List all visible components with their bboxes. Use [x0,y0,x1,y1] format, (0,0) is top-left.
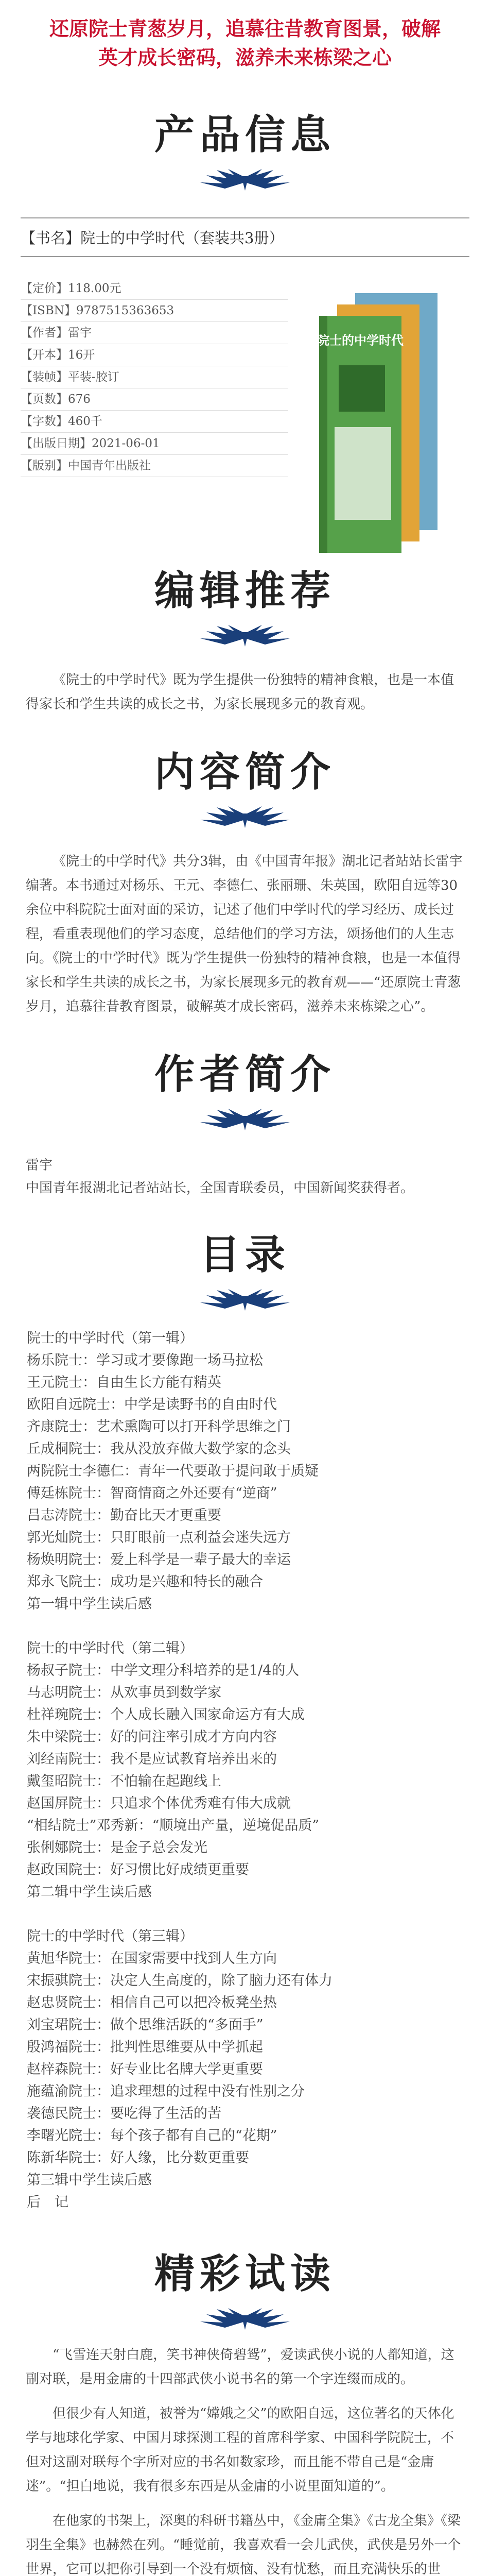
toc-entry: 马志明院士：从欢事员到数学家 [27,1685,221,1701]
section-heading-author [0,1050,490,1133]
toc-entry: 两院院士李德仁：青年一代要敢于提问敢于质疑 [27,1463,319,1479]
toc-entry: 赵国屏院士：只追求个体优秀难有伟大成就 [27,1795,291,1811]
toc-volume-title: 院士的中学时代（第三辑） [27,1928,194,1944]
toc-entry: 刘宝珺院士：做个思维活跃的“多面手” [27,2017,264,2033]
toc-entry: 齐康院士：艺术熏陶可以打开科学思维之门 [27,1419,291,1435]
toc-entry: 郑永飞院士：成功是兴趣和特长的融合 [27,1574,263,1590]
toc-entry: 郭光灿院士：只盯眼前一点利益会迷失远方 [27,1530,291,1546]
toc-entry: 袭德民院士：要吃得了生活的苦 [27,2106,221,2122]
toc-entry: 陈新华院士：好人缘，比分数更重要 [27,2150,249,2166]
book-title-bar: 【书名】院士的中学时代（套装共3册） [21,217,469,257]
summary-text: 《院士的中学时代》共分3辑，由《中国青年报》湖北记者站站长雷宇编著。本书通过对杨乐、王元、李德仁、张丽珊、朱英国，欧阳自远等30余位中科院院士面对面的采访，记述了他们中学时代的学习经历、成长过程，看重表现他们的学习态度，总结他们的学习方法，颂扬他们的人生志向。《院士的中学时代》既为学生提供一份独特的精神食粮，也是一本值得家长和学生共读的成长之书，为家长展现多元的教育观——“还原院士青葱岁月，追慕往昔教育图景，破解英才成长密码，滋养未来栋梁之心”。 [26,854,463,1014]
wings-ornament-icon [196,1105,294,1133]
excerpt-body [0,2343,490,2576]
toc-entry: 黄旭华院士：在国家需要中找到人生方向 [27,1951,277,1967]
excerpt-paragraph: 但很少有人知道，被誉为“嫦娥之父”的欧阳自远，这位著名的天体化学与地球化学家、中国月球探测工程的首席科学家、中国科学院院士，不但对这副对联每个字所对应的书名如数家珍，而且能不带自己是“金庸迷”。“担白地说，我有很多东西是从金庸的小说里面知道的”。 [26,2406,454,2494]
toc-gap [27,1615,463,1637]
product-heading: 产品信息 [154,111,336,158]
section-heading-product [0,110,490,194]
section-heading-recommend [0,566,490,650]
toc-entry: 第一辑中学生读后感 [27,1596,152,1612]
toc-entry: 杜祥琬院士：个人成长融入国家命运方有大成 [27,1707,305,1723]
section-heading-excerpt [0,2249,490,2333]
toc-entry: 殷鸿福院士：批判性思维要从中学抓起 [27,2039,263,2055]
book-cover-title: 院士的中学时代 [317,333,404,348]
toc-entry: 傅廷栋院士：智商情商之外还要有“逆商” [27,1485,277,1501]
toc-volume-title: 院士的中学时代（第二辑） [27,1640,194,1656]
slogan-line-1: 还原院士青葱岁月，追慕往昔教育图景，破解 [49,17,441,40]
wings-ornament-icon [196,1285,294,1314]
toc-heading: 目录 [199,1231,290,1278]
product-info [21,278,469,551]
toc-entry: 第二辑中学生读后感 [27,1884,152,1900]
toc-entry: 赵忠贤院士：相信自己可以把冷板凳坐热 [27,1995,277,2011]
author-block [26,1154,464,1199]
toc-entry: “相结院士”邓秀新：“顺境出产量，逆境促品质” [27,1818,320,1834]
product-field: 【装帧】平装-胶订 [21,366,288,388]
product-field: 【字数】460千 [21,411,288,433]
toc-entry: 张俐娜院士：是金子总会发光 [27,1840,207,1856]
toc-entry: 杨焕明院士：爱上科学是一辈子最大的幸运 [27,1552,291,1568]
product-fields [21,278,288,477]
author-name: 雷宇 [26,1158,53,1173]
slogan-banner [12,7,478,79]
toc-entry: 戴玺昭院士：不怕输在起跑线上 [27,1773,221,1789]
wings-ornament-icon [196,165,294,194]
toc-entry: 第三辑中学生读后感 [27,2172,152,2188]
toc-entry: 宋振骐院士：决定人生高度的，除了脑力还有体力 [27,1973,332,1989]
summary-heading: 内容简介 [154,749,336,795]
section-heading-summary [0,748,490,831]
section-heading-toc [0,1230,490,1314]
wings-ornament-icon [196,802,294,831]
toc-volume-title: 院士的中学时代（第一辑） [27,1330,194,1346]
toc-entry: 施蕴渝院士：追求理想的过程中没有性别之分 [27,2083,305,2099]
product-field: 【版别】中国青年出版社 [21,455,288,477]
toc-entry: 吕志涛院士：勤奋比天才更重要 [27,1507,221,1523]
excerpt-paragraph: “飞雪连天射白鹿，笑书神侠倚碧鸳”，爱读武侠小说的人都知道，这副对联，是用金庸的十四部武侠小说书名的第一个字连缀而成的。 [26,2347,454,2387]
product-field: 【作者】雷宇 [21,322,288,344]
product-field: 【定价】118.00元 [21,278,288,300]
toc-entry: 赵政国院士：好习惯比好成绩更重要 [27,1862,249,1878]
toc-entry: 朱中梁院士：好的问注率引成才方向内容 [27,1729,277,1745]
product-field: 【出版日期】2021-06-01 [21,433,288,455]
recommend-heading: 编辑推荐 [154,567,336,614]
author-heading: 作者简介 [154,1051,336,1098]
toc-gap [27,1903,463,1925]
product-field: 【页数】676 [21,388,288,411]
toc-entry: 杨乐院士：学习或才要像跑一场马拉松 [27,1352,263,1368]
slogan-line-2: 英才成长密码，滋养未来栋梁之心 [98,46,392,69]
excerpt-paragraph: 在他家的书架上，深奥的科研书籍丛中，《金庸全集》《古龙全集》《梁羽生全集》也赫然在列。“睡觉前，我喜欢看一会儿武侠，武侠是另外一个世界，它可以把你引导到一个没有烦恼、没有忧愁，而且充满快乐的世 [26,2513,461,2576]
toc-entry: 赵梓森院士：好专业比名牌大学更重要 [27,2061,263,2077]
book-set-image [278,273,448,561]
product-field: 【开本】16开 [21,344,288,366]
author-bio: 中国青年报湖北记者站站长，全国青联委员，中国新闻奖获得者。 [26,1180,414,1196]
wings-ornament-icon [196,2304,294,2333]
toc-entry: 王元院士：自由生长方能有精英 [27,1375,221,1391]
toc-entry: 李曙光院士：每个孩子都有自己的“花期” [27,2128,277,2144]
wings-ornament-icon [196,621,294,650]
product-field: 【ISBN】9787515363653 [21,300,288,322]
toc-entry: 丘成桐院士：我从没放弃做大数学家的念头 [27,1441,291,1457]
table-of-contents [27,1327,463,2213]
toc-entry: 欧阳自远院士：中学是读野书的自由时代 [27,1397,277,1413]
excerpt-heading: 精彩试读 [154,2250,336,2297]
toc-entry: 杨叔子院士：中学文理分科培养的是1/4的人 [27,1663,300,1679]
recommend-text: 《院士的中学时代》既为学生提供一份独特的精神食粮，也是一本值得家长和学生共读的成长之书，为家长展现多元的教育观。 [26,672,454,712]
toc-entry: 刘经南院士：我不是应试教育培养出来的 [27,1751,277,1767]
toc-entry: 后 记 [27,2194,68,2210]
